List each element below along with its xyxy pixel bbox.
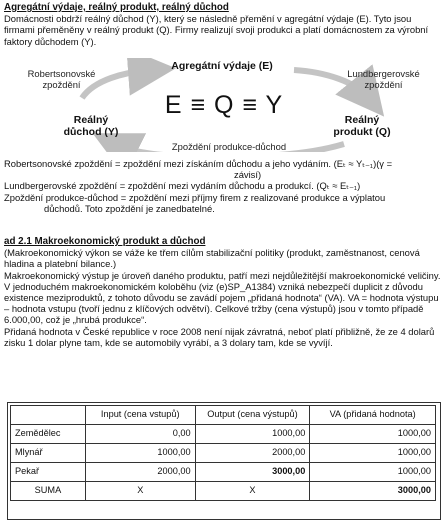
lundberger-definition: Lundbergerovské zpoždění = zpoždění mezi vydáním důchodu a produkcí. (Qₜ ≈ Eₜ₋₁) xyxy=(4,180,361,192)
va-cell: 1000,00 xyxy=(310,444,436,463)
output-cell: X xyxy=(195,482,310,501)
header-cell-output: Output (cena výstupů) xyxy=(195,406,310,425)
section-1 xyxy=(4,2,441,47)
output-cell: 1000,00 xyxy=(195,425,310,444)
header-cell-label xyxy=(11,406,86,425)
section-2-paragraph-3: V jednoduchém makroekonomickém koloběhu (viz (e)SP_A1384) vzniká nebezpečí duplicit z důvodu existence meziproduktů, z tohoto důvodu se zavádí pojem „přidaná hodnota“ (VA). VA = hodnota výstupu – hodnota vstupu (tvoří jednu z klíčových odvětví). Celkové tržby (cena výstupů) jsou v tomto případě 6.000,00, což je „hrubá produkce“. xyxy=(4,280,439,326)
robertson-definition-cont: závisí) xyxy=(234,169,262,181)
table-header-row xyxy=(11,406,436,425)
output-cell: 2000,00 xyxy=(195,444,310,463)
input-cell: X xyxy=(85,482,195,501)
section-2-paragraph-1: (Makroekonomický výkon se váže ke třem cílům stabilizační politiky (produkt, zaměstnanost, cenová hladina a platební bilance.) xyxy=(4,247,420,270)
robertson-definition: Robertsonovské zpoždění = zpoždění mezi získáním důchodu a jeho vydáním. (Eₜ ≈ Yₜ₋₁)(γ = xyxy=(4,158,393,169)
section-2-title: ad 2.1 Makroekonomický produkt a důchod xyxy=(4,236,206,247)
section-2 xyxy=(4,236,441,348)
production-income-definition-cont: důchodů. Toto zpoždění je zanedbatelné. xyxy=(44,202,215,214)
va-cell: 3000,00 xyxy=(310,482,436,501)
header-cell-va: VA (přidaná hodnota) xyxy=(310,406,436,425)
input-cell: 1000,00 xyxy=(85,444,195,463)
row-label: Mlynář xyxy=(11,444,86,463)
table-row-sum xyxy=(11,482,436,501)
robertson-delay-label: Robertsonovské zpoždění xyxy=(27,68,96,90)
value-added-table xyxy=(10,405,436,501)
row-label: Zemědělec xyxy=(11,425,86,444)
production-income-delay-label: Zpoždění produkce-důchod xyxy=(171,141,287,152)
identity-equation: E ≡ Q ≡ Y xyxy=(164,91,284,119)
row-label: Pekař xyxy=(11,463,86,482)
real-product-label: Reálný produkt (Q) xyxy=(333,114,391,138)
real-income-label: Reálný důchod (Y) xyxy=(63,114,119,138)
delay-definitions xyxy=(4,158,441,214)
input-cell: 2000,00 xyxy=(85,463,195,482)
table-row xyxy=(11,425,436,444)
va-cell: 1000,00 xyxy=(310,425,436,444)
section-1-title: Agregátní výdaje, reálný produkt, reálný důchod xyxy=(4,2,229,13)
lundberger-delay-label: Lundbergerovské zpoždění xyxy=(347,68,420,90)
va-cell: 1000,00 xyxy=(310,463,436,482)
aggregate-expenditure-label: Agregátní výdaje (E) xyxy=(171,60,273,72)
value-added-table-wrap xyxy=(10,405,436,501)
input-cell: 0,00 xyxy=(85,425,195,444)
table-row xyxy=(11,463,436,482)
row-label: SUMA xyxy=(11,482,86,501)
header-cell-input: Input (cena vstupů) xyxy=(85,406,195,425)
table-row xyxy=(11,444,436,463)
section-2-paragraph-4: Přidaná hodnota v České republice v roce 2008 není nijak závratná, neboť platí přibližně, že ze 4 dolarů zisku 1 dolar plyne tam, kde se automobily vyrábí, a 3 dolary tam, kde se vyvíjí. xyxy=(4,325,435,348)
circular-flow-diagram xyxy=(4,58,441,152)
section-1-intro: Domácnosti obdrží reálný důchod (Y), který se následně přemění v agregátní výdaje (E). Tyto jsou firmami přeměněny v reálný produkt (Q). Firmy realizují svoji produkci a platí domácnostem za výrobní faktory důchodem (Y). xyxy=(4,13,429,47)
production-income-definition: Zpoždění produkce-důchod = zpoždění mezi příjmy firem z realizované produkce a výplatou xyxy=(4,191,386,203)
output-cell: 3000,00 xyxy=(195,463,310,482)
section-2-paragraph-2: Makroekonomický výstup je úroveň daného produktu, patří mezi nejdůležitější makroekonomické veličiny. xyxy=(4,269,441,281)
